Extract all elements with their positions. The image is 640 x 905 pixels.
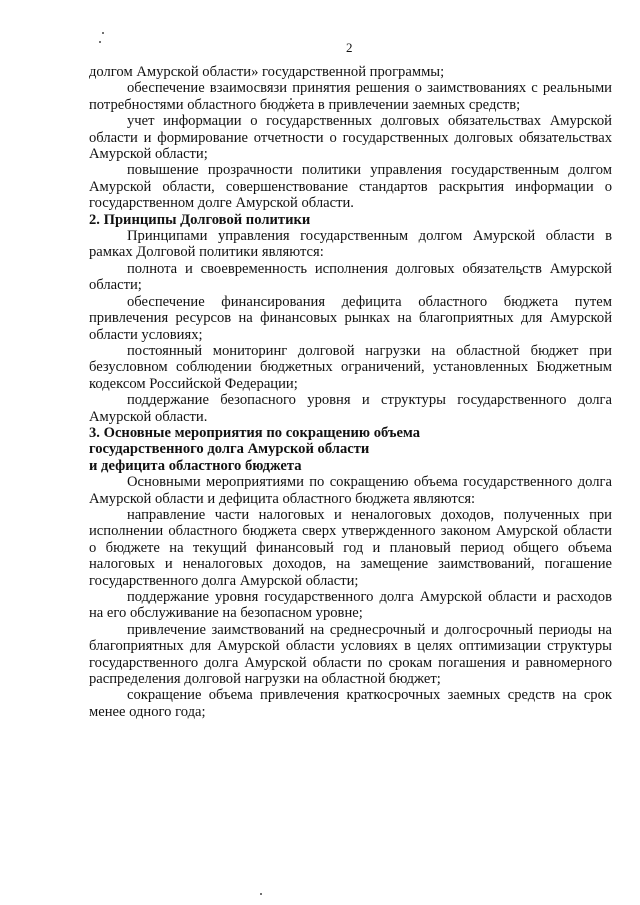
page-number: 2 [346, 40, 353, 55]
scan-speck [99, 41, 101, 43]
paragraph: обеспечение финансирования дефицита областного бюджета путем привлечения ресурсов на финансовых рынках на благоприятных для Амурской области условиях; [89, 293, 612, 343]
paragraph: Основными мероприятиями по сокращению объема государственного долга Амурской области и дефицита областного бюджета являются: [89, 474, 612, 507]
paragraph: поддержание уровня государственного долга Амурской области и расходов на его обслуживание на безопасном уровне; [89, 589, 612, 622]
section-3-heading-line: государственного долга Амурской области [89, 441, 370, 458]
paragraph: направление части налоговых и неналоговых доходов, полученных при исполнении областного бюджета сверх утвержденного законом Амурской области о бюджете на текущий финансовый год и плановый период общего объема налоговых и неналоговых доходов, на замещение заимствований, погашение государственного долга Амурской области; [89, 506, 612, 589]
paragraph: полнота и своевременность исполнения долговых обязательств Амурской области; [89, 260, 612, 294]
scan-speck [102, 32, 104, 34]
paragraph: сокращение объема привлечения краткосрочных заемных средств на срок менее одного года; [89, 687, 612, 720]
paragraph: Принципами управления государственным долгом Амурской области в рамках Долговой политики являются: [89, 228, 612, 261]
section-3-heading-line: 3. Основные мероприятия по сокращению объема [89, 424, 421, 441]
paragraph: привлечение заимствований на среднесрочный и долгосрочный периоды на благоприятных для Амурской области условиях в целях оптимизации структуры государственного долга Амурской области по срокам погашения и равномерного распределения долговой нагрузки на областной бюджет; [89, 621, 612, 688]
scan-speck [260, 893, 262, 895]
paragraph: повышение прозрачности политики управления государственным долгом Амурской области, совершенствование стандартов раскрытия информации о государственном долге Амурской области. [89, 162, 612, 212]
paragraph: долгом Амурской области» государственной программы; [89, 64, 445, 80]
paragraph: учет информации о государственных долговых обязательствах Амурской области и формирование отчетности о государственных долговых обязательствах Амурской области; [89, 113, 612, 163]
section-3-heading [89, 425, 612, 474]
document-body [89, 64, 612, 720]
paragraph: обеспечение взаимосвязи принятия решения о заимствованиях с реальными потребностями областного бюджета в привлечении заемных средств; [89, 80, 612, 113]
section-2-heading: 2. Принципы Долговой политики [89, 211, 311, 228]
paragraph: поддержание безопасного уровня и структуры государственного долга Амурской области. [89, 392, 612, 425]
paragraph: постоянный мониторинг долговой нагрузки на областной бюджет при безусловном соблюдении бюджетных ограничений, установленных Бюджетным кодексом Российской Федерации; [89, 342, 612, 392]
section-3-heading-line: и дефицита областного бюджета [89, 457, 302, 474]
